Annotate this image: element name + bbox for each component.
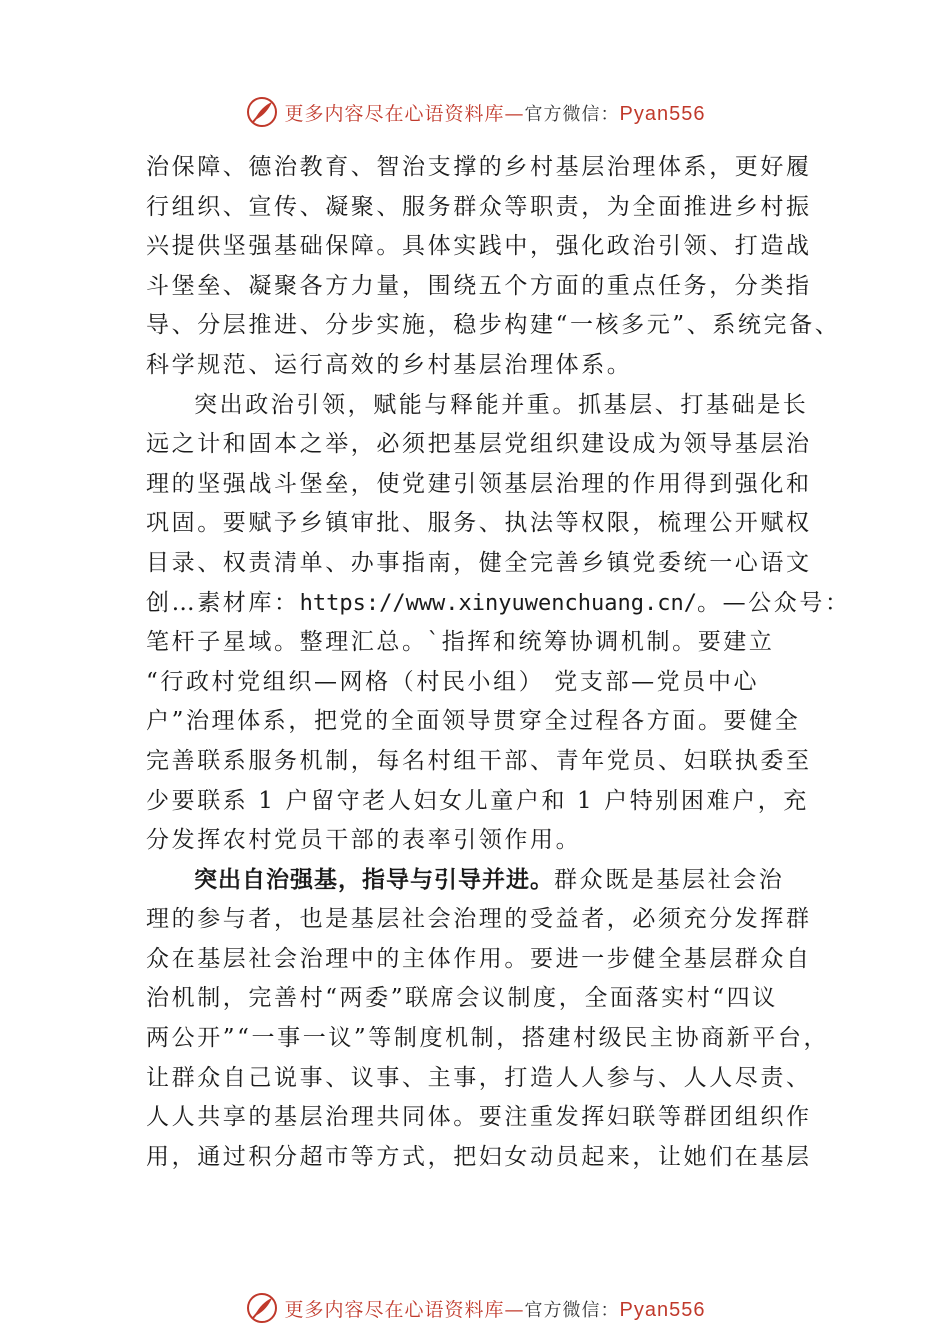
- text-line: 科学规范、运行高效的乡村基层治理体系。: [146, 351, 633, 378]
- text-line: 突出政治引领，赋能与释能并重。抓基层、打基础是长: [194, 391, 809, 418]
- text-line: 导、分层推进、分步实施，稳步构建“一核多元”、系统完备、: [146, 312, 841, 339]
- section-heading: 突出自治强基，指导与引导并进。: [194, 866, 554, 893]
- footer-text: [285, 1295, 706, 1322]
- footer-watermark: [0, 1288, 950, 1328]
- footer-wechat-label: 官方微信：: [524, 1299, 620, 1321]
- heading-line-rest: 群众既是基层社会治: [554, 866, 785, 893]
- footer-wechat-id: Pyan556: [619, 1298, 706, 1321]
- header-sep: —: [504, 102, 525, 125]
- text-line: 治保障、德治教育、智治支撑的乡村基层治理体系，更好履: [146, 154, 812, 180]
- text-line: 治机制，完善村“两委”联席会议制度，全面落实村“四议: [146, 985, 778, 1012]
- paragraph-1: [146, 148, 841, 386]
- paragraph-3: [146, 861, 830, 1178]
- header-text: [285, 99, 706, 126]
- text-line-url: [146, 584, 851, 624]
- text-line: 远之计和固本之举，必须把基层党组织建设成为领导基层治: [146, 431, 812, 458]
- footer-brand: 更多内容尽在心语资料库: [284, 1298, 505, 1321]
- header-watermark: [0, 92, 950, 132]
- text-line: 笔杆子星域。整理汇总。`指挥和统筹协调机制。要建立: [146, 629, 775, 656]
- text-line: 完善联系服务机制，每名村组干部、青年党员、妇联执委至: [146, 747, 812, 774]
- text-line: 用，通过积分超市等方式，把妇女动员起来，让她们在基层: [146, 1143, 812, 1170]
- text-line: 众在基层社会治理中的主体作用。要进一步健全基层群众自: [146, 945, 812, 972]
- text-line: 户”治理体系，把党的全面领导贯穿全过程各方面。要健全: [146, 708, 801, 735]
- text-line: 兴提供坚强基础保障。具体实践中，强化政治引领、打造战: [146, 233, 812, 260]
- feather-logo-icon: [245, 1291, 279, 1325]
- url-suffix: 。—公众号：: [696, 589, 851, 616]
- footer-sep: —: [504, 1298, 525, 1321]
- text-line: 分发挥农村党员干部的表率引领作用。: [146, 827, 582, 854]
- text-line: 目录、权责清单、办事指南，健全完善乡镇党委统一心语文: [146, 549, 812, 576]
- text-line: 行组织、宣传、凝聚、服务群众等职责，为全面推进乡村振: [146, 193, 812, 220]
- header-wechat-label: 官方微信：: [524, 103, 620, 125]
- paragraph-2: [146, 386, 851, 861]
- text-line: “行政村党组织—网格（村民小组） 党支部—党员中心: [146, 668, 760, 695]
- document-body: [146, 148, 851, 1177]
- header-wechat-id: Pyan556: [619, 102, 706, 125]
- text-line: 理的坚强战斗堡垒，使党建引领基层治理的作用得到强化和: [146, 470, 812, 497]
- source-url-link[interactable]: https://www.xinyuwenchuang.cn/: [299, 590, 697, 616]
- text-line: [146, 861, 810, 901]
- header-brand: 更多内容尽在心语资料库: [284, 102, 505, 125]
- text-line: 让群众自己说事、议事、主事，打造人人参与、人人尽责、: [146, 1064, 812, 1091]
- feather-logo-icon: [245, 95, 279, 129]
- text-line: 人人共享的基层治理共同体。要注重发挥妇联等群团组织作: [146, 1104, 812, 1131]
- text-line: 巩固。要赋予乡镇审批、服务、执法等权限，梳理公开赋权: [146, 510, 812, 537]
- text-line: 斗堡垒、凝聚各方力量，围绕五个方面的重点任务，分类指: [146, 272, 812, 299]
- text-line: 两公开”“一事一议”等制度机制，搭建村级民主协商新平台，: [146, 1025, 830, 1052]
- text-line: 少要联系 1 户留守老人妇女儿童户和 1 户特别困难户，充: [146, 787, 809, 814]
- text-line: 理的参与者，也是基层社会治理的受益者，必须充分发挥群: [146, 906, 812, 933]
- url-prefix: 创…素材库：: [146, 589, 300, 616]
